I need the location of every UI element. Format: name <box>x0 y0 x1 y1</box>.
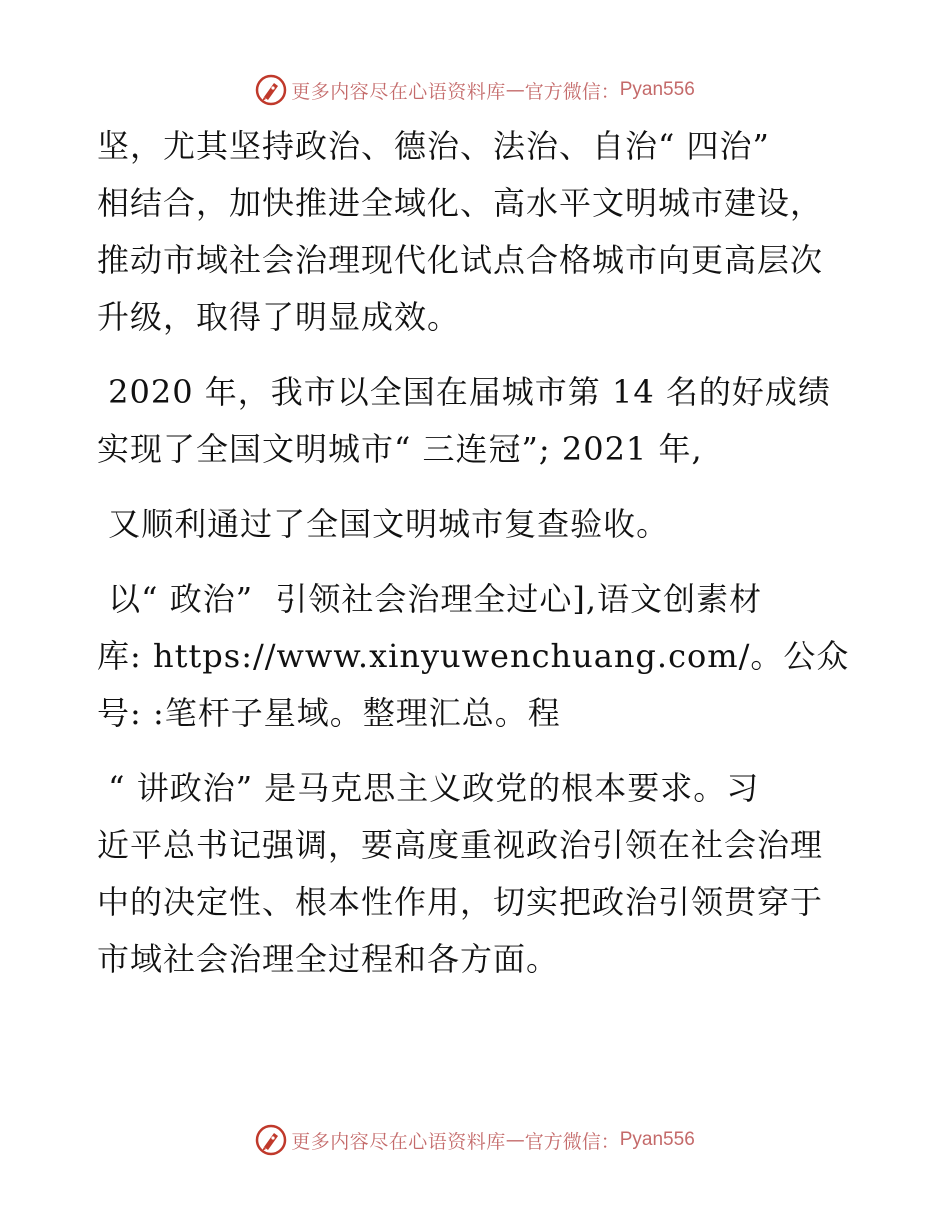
paragraph-line: 库: https://www.xinyuwenchuang.com/。公众 <box>97 637 850 675</box>
paragraph-line: 相结合，加快推进全域化、高水平文明城市建设， <box>97 184 824 222</box>
header-promo-text: 更多内容尽在心语资料库 <box>291 80 506 103</box>
paragraph-line: 坚，尤其坚持政治、德治、法治、自治“ 四治” <box>97 127 770 165</box>
paragraph-3 <box>97 496 857 553</box>
paragraph-line: 近平总书记强调，要高度重视政治引领在社会治理 <box>97 826 824 864</box>
pen-nib-logo-icon <box>255 74 287 106</box>
paragraph-line: 推动市域社会治理现代化试点合格城市向更高层次 <box>97 241 824 279</box>
paragraph-line: 以“ 政治” 引领社会治理全过心],语文创素材 <box>97 580 763 618</box>
header-banner <box>0 70 950 110</box>
footer-contact-label: 官方微信： <box>524 1130 620 1153</box>
paragraph-1 <box>97 118 857 346</box>
document-body <box>97 118 857 988</box>
footer-dash: — <box>505 1129 525 1151</box>
footer-promo-text: 更多内容尽在心语资料库 <box>291 1130 506 1153</box>
paragraph-line: “ 讲政治” 是马克思主义政党的根本要求。习 <box>97 769 760 807</box>
paragraph-line: 实现了全国文明城市“ 三连冠”; 2021 年, <box>97 430 703 468</box>
paragraph-line: 中的决定性、根本性作用，切实把政治引领贯穿于 <box>97 883 824 921</box>
footer-wechat-id: Pyan556 <box>619 1129 695 1150</box>
header-wechat-id: Pyan556 <box>619 79 695 100</box>
paragraph-2 <box>97 364 857 478</box>
paragraph-line: 号: :笔杆子星域。整理汇总。程 <box>97 694 561 732</box>
header-contact-label: 官方微信： <box>524 80 620 103</box>
paragraph-4 <box>97 571 857 742</box>
footer-banner <box>0 1120 950 1160</box>
paragraph-line: 市域社会治理全过程和各方面。 <box>97 940 560 978</box>
header-dash: — <box>505 79 525 101</box>
paragraph-line: 升级，取得了明显成效。 <box>97 298 461 336</box>
paragraph-line: 2020 年，我市以全国在届城市第 14 名的好成绩 <box>97 373 831 411</box>
paragraph-5 <box>97 760 857 988</box>
pen-nib-logo-icon <box>255 1124 287 1156</box>
paragraph-line: 又顺利通过了全国文明城市复查验收。 <box>97 505 670 543</box>
